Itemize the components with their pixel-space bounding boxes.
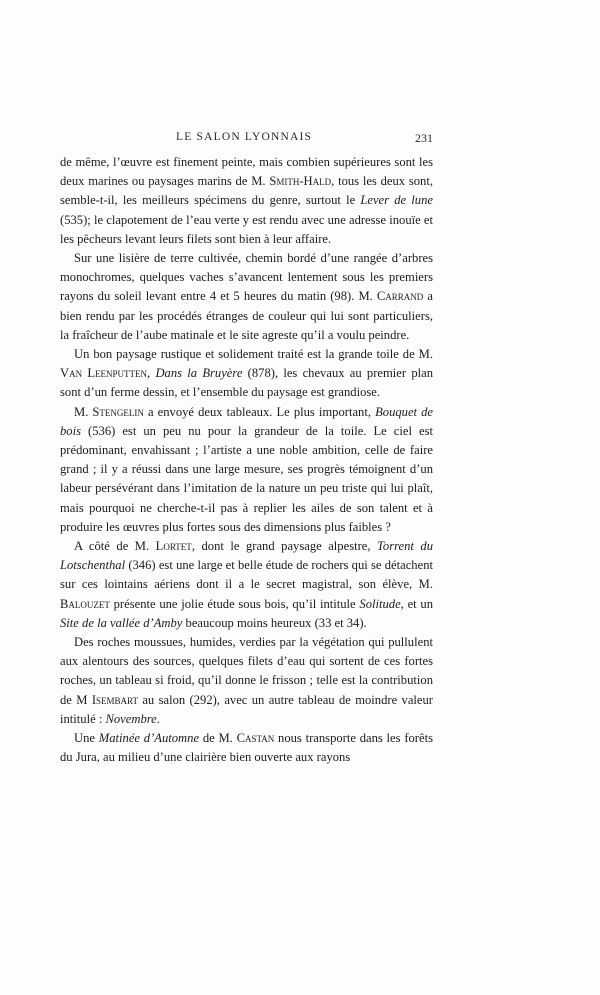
artist-name: Isembart (91, 692, 138, 707)
artist-name: Smith-Hald (269, 174, 332, 189)
artwork-title: Matinée d’Automne (98, 731, 200, 746)
artist-name: Castan (236, 731, 275, 746)
artwork-title: Dans la Bruyère (155, 366, 243, 381)
artwork-title: Torrent du Lotschenthal (60, 539, 434, 573)
text-run: de M. (199, 731, 237, 746)
text-run: beaucoup moins heureux (33 et 34). (182, 615, 367, 630)
text-run: (535); le clapotement de l’eau verte y est rendu avec une adresse inouïe et les pêcheurs levant leurs filets sont bien à leur affaire. (60, 212, 433, 246)
artist-name: Stengelin (92, 404, 144, 419)
text-run: A côté de M. (74, 539, 156, 554)
artwork-title: Solitude (359, 596, 401, 611)
paragraph (60, 403, 433, 537)
artwork-title: Bouquet de bois (60, 404, 433, 438)
text-run: M. (74, 404, 93, 419)
paragraph (60, 729, 433, 767)
paragraph (60, 633, 433, 729)
text-run: , (147, 366, 156, 381)
body-text (60, 153, 433, 768)
text-run: . (156, 711, 160, 726)
text-run: Des roches moussues, humides, verdies par la végétation qui pullulent aux alentours des sources, quelques filets d’eau qui sortent de ces fortes roches, un tableau si froid, qu’il donne le frisson ; telle est la contribution de M (60, 635, 433, 707)
text-run: (878), les chevaux au premier plan sont d’un ferme dessin, et l’ensemble du paysage est grandiose. (60, 366, 434, 400)
text-run: présente une jolie étude sous bois, qu’il intitule (109, 596, 360, 611)
text-run: Sur une lisière de terre cultivée, chemin bordé d’une rangée d’arbres monochromes, quelques vaches s’avancent lentement sous les premiers rayons du soleil levant entre 4 et 5 heures du matin (98). M. (60, 251, 433, 304)
text-run: nous transporte dans les forêts du Jura, au milieu d’une clairière bien ouverte aux rayons (60, 731, 433, 765)
artwork-title: Novembre (105, 711, 157, 726)
text-run: , dont le grand paysage alpestre, (191, 539, 378, 554)
artist-name: Carrand (376, 289, 424, 304)
artist-name: Van Leenputten (60, 366, 148, 381)
page-header (60, 131, 433, 147)
text-run: a envoyé deux tableaux. Le plus important, (143, 404, 376, 419)
text-run: (536) est un peu nu pour la grandeur de la toile. Le ciel est prédominant, envahissant ; l’artiste a une noble ambition, celle de faire grand ; il y a réussi dans une large mesure, ses progrès témoignent d’un labeur persévérant dans l’imitation de la nature un peu triste qui lui plaît, mais pourquoi ne cherche-t-il pas à replier les ailes de son talent et à produire les œuvres plus fortes sous des dimensions plus faibles ? (60, 423, 433, 534)
paragraph (60, 153, 433, 249)
text-run: , tous les deux sont, semble-t-il, les meilleurs spécimens du genre, surtout le (60, 174, 433, 208)
artwork-title: Site de la vallée d’Amby (60, 615, 183, 630)
paragraph (60, 537, 433, 633)
text-run: de même, l’œuvre est finement peinte, mais combien supérieures sont les deux marines ou paysages marins de M. (60, 155, 433, 189)
running-head: LE SALON LYONNAIS (176, 131, 313, 143)
text-run: , et un (400, 596, 433, 611)
artist-name: Balouzet (60, 596, 110, 611)
text-run: Un bon paysage rustique et solidement traité est la grande toile de M. (74, 347, 433, 362)
text-run: a bien rendu par les procédés étranges de couleur qui lui sont particuliers, la fraîcheur de l’aube matinale et le site agreste qu’il a voulu peindre. (60, 289, 433, 342)
artwork-title: Lever de lune (360, 193, 433, 208)
artist-name: Lortet (155, 539, 192, 554)
paragraph (60, 345, 433, 403)
text-run: Une (74, 731, 99, 746)
paragraph (60, 249, 433, 345)
text-run: (346) est une large et belle étude de rochers qui se détachent sur ces lointains aériens dont il a le secret magistral, son élève, M. (60, 558, 433, 592)
page-number: 231 (415, 131, 433, 145)
text-run: au salon (292), avec un autre tableau de moindre valeur intitulé : (60, 692, 433, 726)
